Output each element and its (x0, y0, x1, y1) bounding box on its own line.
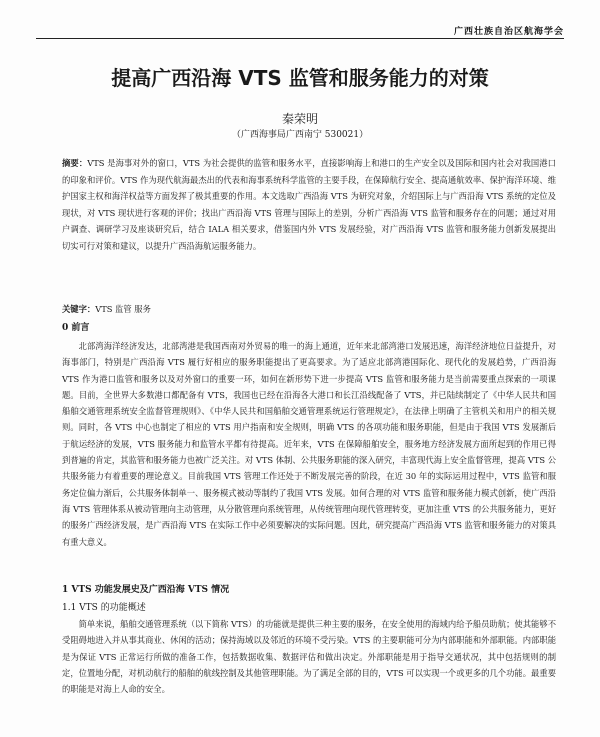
keywords (62, 303, 556, 315)
abstract-text: VTS 是海事对外的窗口，VTS 为社会提供的监管和服务水平，直接影响海上和港口的生产安全以及国际和国内社会对我国港口的印象和评价。VTS 作为现代航海最杰出的代表和海事系统科学监管的主要手段，在保障航行安全、提高通航效率、保护海洋环境、维护国家主权和海洋权益等方面发挥了极其重要的作用。本文选取广西沿海 VTS 为研究对象，介绍国际上与广西沿海 VTS 系统的定位及现状，对 VTS 现状进行客观的评价；找出广西沿海 VTS 管理与国际上的差别，分析广西沿海 VTS 监管和服务存在的问题；通过对用户调查、调研学习及座谈研究后，结合 IALA 相关要求，借鉴国内外 VTS 发展经验，对广西沿海 VTS 监管和服务能力创新发展提出切实可行对策和建议，以提升广西沿海航运服务能力。 (62, 158, 556, 251)
author-name: 秦荣明 (281, 112, 318, 126)
subsection-1-1-body: 简单来说，船舶交通管理系统（以下简称 VTS）的功能就是提供三种主要的服务，在安全使用的海域内给予船员助航；使其能够不受阻碍地进入并从事其商业、休闲的活动；保持海域以及邻近的环境不受污染。VTS 的主要职能可分为内部职能和外部职能。内部职能是为保证 VTS 正常运行所做的准备工作，包括数据收集、数据评估和做出决定。外部职能是用于指导交通状况，其中包括规则的制定，位置地分配，对机动航行的船舶的航线控制及其他管理职能。为了满足全部的目的，VTS 可以实现一个或更多的几个功能。最重要的职能是对海上人命的安全。 (62, 619, 556, 695)
author-affiliation: （广西海事局广西南宁 530021） (231, 130, 369, 140)
section-heading-1: 1 VTS 功能发展史及广西沿海 VTS 情况 (62, 585, 230, 595)
abstract-label: 摘要： (62, 158, 88, 168)
section-intro-body: 北部湾海洋经济发达，北部湾港是我国西南对外贸易的唯一的海上通道，近年来北部湾港口发展迅速，海洋经济地位日益提升，对海事部门，特别是广西沿海 VTS 履行好相应的服务职能提出了更高要求。为了适应北部湾港国际化、现代化的发展趋势，广西沿海 VTS 作为港口监管和服务以及对外窗口的重要一环，如何在新形势下进一步提高 VTS 监管和服务能力是当前需要重点探索的一项课题。目前，全世界大多数港口都配备有 VTS，我国也已经在沿海各大港口和长江沿线配备了 VTS，并已陆续制定了《中华人民共和国船舶交通管理系统安全监督管理规则》、《中华人民共和国船舶交通管理系统运行管理规定》，在法律上明确了主管机关和用户的相关规则。同时，各 VTS 中心也制定了相应的 VTS 用户指南和安全规则，明确 VTS 的各项功能和服务职能，但是由于我国 VTS 发展渐后于航运经济的发展，VTS 服务能力和监管水平都有待提高。近年来，VTS 在保障船舶安全，服务地方经济发展方面所起到的作用已得到普遍的肯定，其监管和服务能力也被广泛关注。对 VTS 体制、公共服务职能的深入研究，丰富现代海上安全监督管理，提高 VTS 公共服务能力有着重要的理论意义。目前我国 VTS 管理工作还处于不断发展完善的阶段，在近 30 年的实际运用过程中，VTS 监管和服务定位偏力渐后，公共服务体制单一、服务模式被动等制约了我国 VTS 发展。如何合理的对 VTS 监管和服务能力模式创新，使广西沿海 VTS 管理体系从被动管理向主动管理，从分散管理向系统管理，从传统管理向现代管理转变，更加注重 VTS 的公共服务能力，更好的服务广西经济发展，是广西沿海 VTS 在实际工作中必须要解决的实际问题。因此，研究提高广西沿海 VTS 监管和服务能力的对策具有重大意义。 (62, 341, 556, 547)
running-head: 广西壮族自治区航海学会 (453, 27, 564, 37)
section-heading-intro: 0 前言 (62, 323, 90, 333)
abstract (62, 155, 556, 254)
header-rule (36, 38, 564, 39)
keywords-label: 关键字： (62, 304, 96, 314)
keywords-text: VTS 监管 服务 (95, 304, 151, 314)
paper-title: 提高广西沿海 VTS 监管和服务能力的对策 (111, 66, 489, 90)
subsection-heading-1-1: 1.1 VTS 的功能概述 (62, 603, 146, 613)
